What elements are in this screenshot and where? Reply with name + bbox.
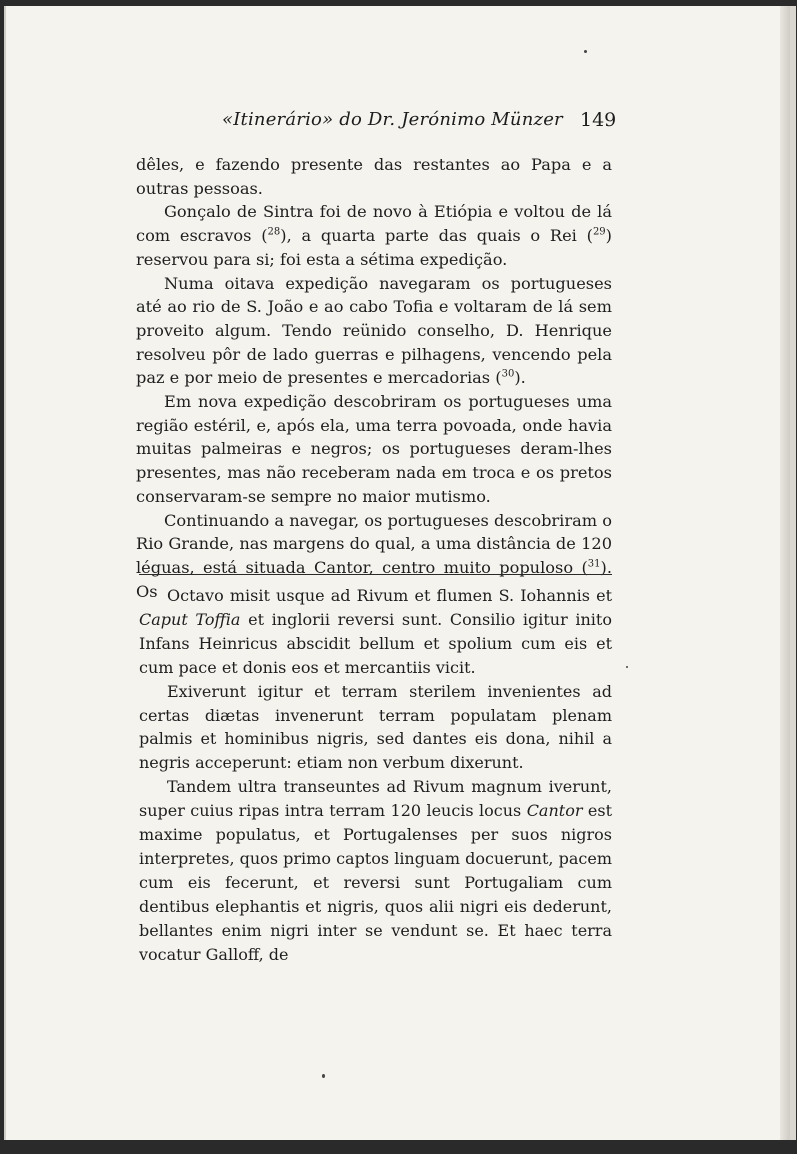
- paragraph-3-text-b: ).: [514, 368, 526, 388]
- footnote-1-text-a: Octavo misit usque ad Rivum et flumen S. Iohannis et: [167, 586, 612, 605]
- note-ref-30: 30: [501, 368, 515, 380]
- paragraph-5-text-a: Continuando a navegar, os portugueses descobriram o Rio Grande, nas margens do qual, a uma distância de 120 léguas, está situada Cantor, centro muito populoso (: [136, 510, 612, 577]
- paper-speck: [584, 50, 587, 53]
- footnote-3-text-a: Tandem ultra transeuntes ad Rivum magnum iverunt, super cuius ripas intra terram 120 leucis locus: [139, 777, 612, 821]
- page-header: [6, 109, 790, 137]
- paragraph-2-text-b: ), a quarta parte das quais o Rei (: [280, 226, 593, 246]
- footnote-3-italic: Cantor: [526, 801, 583, 821]
- paragraph-2: [136, 200, 612, 271]
- page-edge: [780, 6, 790, 1140]
- footnote-1-italic: Caput Toffia: [139, 609, 241, 629]
- paragraph-5-text-b: ). Os: [136, 557, 612, 601]
- footnote-2-text: Exiverunt igitur et terram sterilem invenientes ad certas diætas invenerunt terram populatam plenam palmis et hominibus nigris, sed dantes eis dona, nihil a negris acceperunt: etiam non verbum dixerunt.: [139, 681, 612, 773]
- paragraph-4-text: Em nova expedição descobriram os portugueses uma região estéril, e, após ela, uma terra povoada, onde havia muitas palmeiras e negros; os portugueses deram-lhes presentes, mas não receberam nada em troca e os pretos conservaram-se sempre no maior mutismo.: [136, 392, 612, 506]
- paragraph-1: [136, 153, 612, 200]
- footnote-1-text-b: et inglorii reversi sunt. Consilio igitur inito Infans Heinricus abscidit bellum et spolium cum eis et cum pace et donis eos et mercantiis vicit.: [139, 609, 612, 677]
- footnote-block: [139, 584, 612, 967]
- footnote-paragraph-2: [139, 680, 612, 776]
- footnote-paragraph-3: [139, 775, 612, 966]
- paragraph-3-text-a: Numa oitava expedição navegaram os portugueses até ao rio de S. João e ao cabo Tofia e voltaram de lá sem proveito algum. Tendo reünido conselho, D. Henrique resolveu pôr de lado guerras e pilhagens, vencendo pela paz e por meio de presentes e mercadorias (: [136, 273, 612, 388]
- note-ref-29: 29: [592, 226, 606, 238]
- paragraph-1-text: dêles, e fazendo presente das restantes ao Papa e a outras pessoas.: [136, 155, 612, 198]
- paragraph-4: [136, 390, 612, 509]
- paper-speck: [626, 666, 628, 668]
- paper-speck: [322, 1074, 325, 1078]
- paragraph-3: [136, 272, 612, 391]
- running-title: «Itinerário» do Dr. Jerónimo Münzer: [222, 109, 563, 130]
- book-page: [4, 6, 796, 1140]
- footnote-3-text-b: est maxime populatus, et Portugalenses per suos nigros interpretes, quos primo captos linguam docuerunt, pacem cum eis fecerunt, et reversi sunt Portugaliam cum dentibus elephantis et nigris, quos alii nigri eis dederunt, bellantes enim nigri inter se vendunt se. Et haec terra vocatur Galloff, de: [139, 801, 613, 964]
- main-text: [136, 153, 612, 603]
- paragraph-2-text-c: ) reservou para si; foi esta a sétima expedição.: [136, 226, 612, 269]
- footnote-paragraph-1: [139, 584, 612, 680]
- footnote-divider: [139, 574, 612, 575]
- paragraph-2-text-a: Gonçalo de Sintra foi de novo à Etiópia e voltou de lá com escravos (: [136, 202, 612, 246]
- page-number: 149: [580, 109, 617, 131]
- note-ref-31: 31: [587, 558, 601, 570]
- note-ref-28: 28: [267, 226, 281, 238]
